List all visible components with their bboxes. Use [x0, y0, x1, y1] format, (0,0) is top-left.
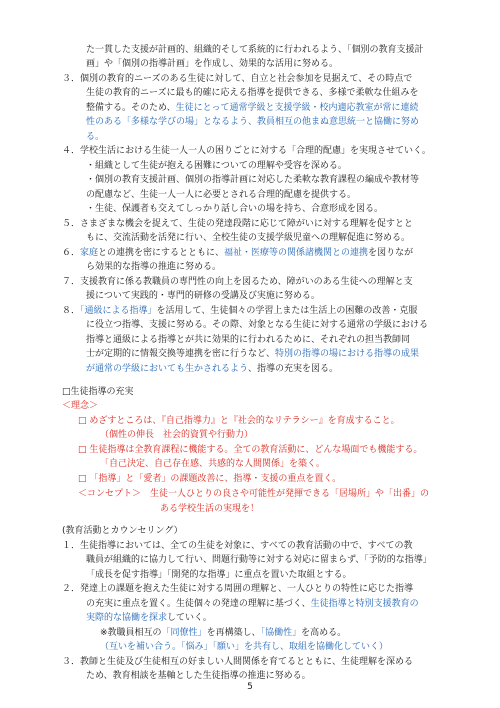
highlighted-text: （互いを補い合う。「悩み」「願い」を共有し、取組を協働化していく） [100, 642, 389, 652]
text-segment: 生徒の教育的ニーズに最も的確に応える指導を提供できる、多様で柔軟な仕組みを [86, 88, 419, 98]
text-segment: の配慮など、生徒一人一人に必要とされる合理的配慮を提供する。 [86, 190, 357, 200]
highlighted-text: る。 [86, 132, 105, 142]
text-segment: ら効果的な指導の推進に努める。 [86, 262, 222, 272]
text-segment: を活用して、生徒個々の学習上または生活上の困難の改善・克服 [156, 306, 418, 316]
text-segment: ため、教育相談を基軸とした生徒指導の推進に努める。 [86, 671, 311, 681]
text-segment: していく。 [167, 613, 212, 623]
text-line [86, 569, 352, 581]
highlighted-text: が通常の学級においても生かされるよう [86, 364, 249, 374]
text-line [100, 429, 253, 441]
text-line [86, 598, 419, 610]
text-segment: 援について実践的・専門的研修の受講及び実施に努める。 [86, 291, 320, 301]
text-segment: た一貫した支援が計画的、組織的そして系統的に行われるよう、「個別の教育支援計 [86, 45, 424, 55]
text-line [62, 305, 417, 317]
text-line [86, 87, 419, 99]
text-segment: １．生徒指導においては、全ての生徒を対象に、すべての教育活動の中で、すべての教 [62, 541, 413, 551]
highlighted-text: 「自己決定、自己存在感、共感的な人間関係」を築く。 [100, 459, 325, 469]
text-line [86, 131, 104, 143]
highlighted-text: 「通級による指導」 [80, 306, 157, 316]
text-segment: を再構築し、 [206, 628, 261, 638]
text-segment: ４．学校生活における生徒一人一人の困りごとに対する「合理的配慮」を実現させていく。 [62, 146, 431, 156]
text-line [86, 160, 347, 172]
text-segment: 職員が組織的に協力して行い、問題行動等に対する対応に留まらず、「予防的な指導」 [86, 555, 432, 565]
text-line [86, 319, 428, 331]
highlighted-text: 「協働性」 [260, 628, 302, 638]
highlighted-text: ＜理念＞ [62, 401, 99, 411]
highlighted-text: 「同僚性」 [161, 628, 207, 638]
highlighted-text: □ 生徒指導は全教育課程に機能する。全ての教育活動に、どんな場面でも機能する。 [78, 445, 423, 455]
highlighted-text: 福祉・医療等の関係諸機関との連携 [224, 248, 369, 258]
text-line [62, 540, 412, 552]
text-line [62, 386, 134, 398]
text-segment: 整備する。そのため、 [86, 103, 176, 113]
text-line [86, 116, 419, 128]
text-segment: を高める。 [301, 628, 347, 638]
highlighted-text: ＜コンセプト＞ 生徒一人ひとりの良さや可能性が発揮できる「居場所」や「出番」の [78, 489, 430, 499]
text-segment: に役立つ指導、支援に努める。その際、対象となる生徒に対する通常の学級における [86, 320, 429, 330]
highlighted-text: 家庭 [80, 248, 99, 258]
text-line [86, 363, 338, 375]
text-line [86, 554, 432, 566]
text-line [86, 334, 410, 346]
highlighted-text: 性のある「多様な学びの場」となるよう、教員相互の他まぬ意思統一と協働に努め [86, 117, 420, 127]
text-line [86, 348, 419, 360]
text-segment: 士が定期的に情報交換等連携を密に行うなど、 [86, 349, 276, 359]
text-segment: ・生徒、保護者も交えてしっかり話し合いの場を持ち、合意形成を図る。 [86, 204, 384, 214]
text-line [78, 444, 422, 456]
text-line [86, 612, 212, 624]
text-line [62, 656, 413, 668]
text-line [100, 627, 346, 639]
highlighted-text: 生徒にとって通常学級と支援学級・校内適応教室が常に連続 [175, 103, 419, 113]
text-segment: 、指導の充実を図る。 [248, 364, 339, 374]
text-line [86, 58, 338, 70]
text-line [100, 641, 388, 653]
highlighted-text: □ めざすところは、『自己指導力』と『社会的なリテラシー』を育成すること。 [78, 416, 400, 426]
text-segment: ８． [62, 306, 81, 316]
text-line [62, 276, 413, 288]
text-line [86, 232, 410, 244]
text-segment: ・組織として生徒が抱える困難についての理解や受容を深める。 [86, 161, 347, 171]
text-line [62, 218, 413, 230]
text-line [78, 473, 341, 485]
text-segment: ５．さまざまな機会を捉えて、生徒の発達段階に応じて障がいに対する理解を促すとと [62, 219, 413, 229]
text-segment: 画」や「個別の指導計画」を作成し、効果的な活用に努める。 [86, 59, 339, 69]
text-line [62, 247, 413, 259]
text-line [160, 503, 259, 515]
highlighted-text: ある学校生活の実現を！ [160, 504, 260, 514]
text-line [62, 145, 431, 157]
text-segment: ３．個別の教育的ニーズのある生徒に対して、自立と社会参加を見据えて、その時点で [62, 74, 413, 84]
text-segment: もに、交流活動を活発に行い、全校生徒の支援学級児童への理解促進に努める。 [86, 233, 411, 243]
text-line [100, 458, 325, 470]
text-line [86, 44, 424, 56]
text-line [86, 189, 356, 201]
text-line [62, 525, 183, 537]
text-line [62, 400, 98, 412]
text-line [86, 203, 383, 215]
text-line [62, 583, 413, 595]
text-line [78, 488, 429, 500]
page-number: 5 [247, 682, 253, 692]
text-segment: □生徒指導の充実 [62, 387, 134, 397]
text-segment: ３．教師と生徒及び生徒相互の好ましい人間関係を育てるとともに、生徒理解を深める [62, 657, 414, 667]
text-segment: 「成長を促す指導」「開発的な指導」に重点を置いた取組とする。 [86, 570, 352, 580]
text-line [86, 290, 320, 302]
text-segment: ２．発達上の課題を抱えた生徒に対する周囲の理解と、一人ひとりの特性に応じた指導 [62, 584, 414, 594]
text-segment: (教育活動とカウンセリング） [62, 526, 183, 536]
text-line [62, 73, 412, 85]
highlighted-text: □ 「指導」と「愛者」の課題改善に、指導・支援の重点を置く。 [78, 474, 342, 484]
highlighted-text: 実際的な協働を探求 [86, 613, 168, 623]
text-line [78, 415, 400, 427]
highlighted-text: 特別の指導の場における指導の成果 [275, 349, 420, 359]
text-segment: ７．支援教育に係る教職員の専門性の向上を図るため、障がいのある生徒への理解と支 [62, 277, 413, 287]
text-line [86, 174, 419, 186]
text-line [86, 102, 418, 114]
text-segment: ・個別の教育支援計画、個別の指導計画に対応した柔軟な教育課程の編成や教材等 [86, 175, 420, 185]
text-segment: との連携を密にするとともに、 [98, 248, 225, 258]
highlighted-text: （個性の伸長 社会的資質や行動力） [100, 430, 254, 440]
text-segment: ※教職員相互の [100, 628, 162, 638]
text-line [86, 261, 221, 273]
highlighted-text: 生徒指導と特別支援教育の [310, 599, 419, 609]
text-segment: を図りなが [368, 248, 414, 258]
text-segment: の充実に重点を置く。生徒個々の発達の理解に基づく、 [86, 599, 311, 609]
text-segment: ６． [62, 248, 81, 258]
text-line [86, 670, 311, 682]
text-segment: 指導と通級による指導とが共に効果的に行われるために、それぞれの担当教師同 [86, 335, 411, 345]
